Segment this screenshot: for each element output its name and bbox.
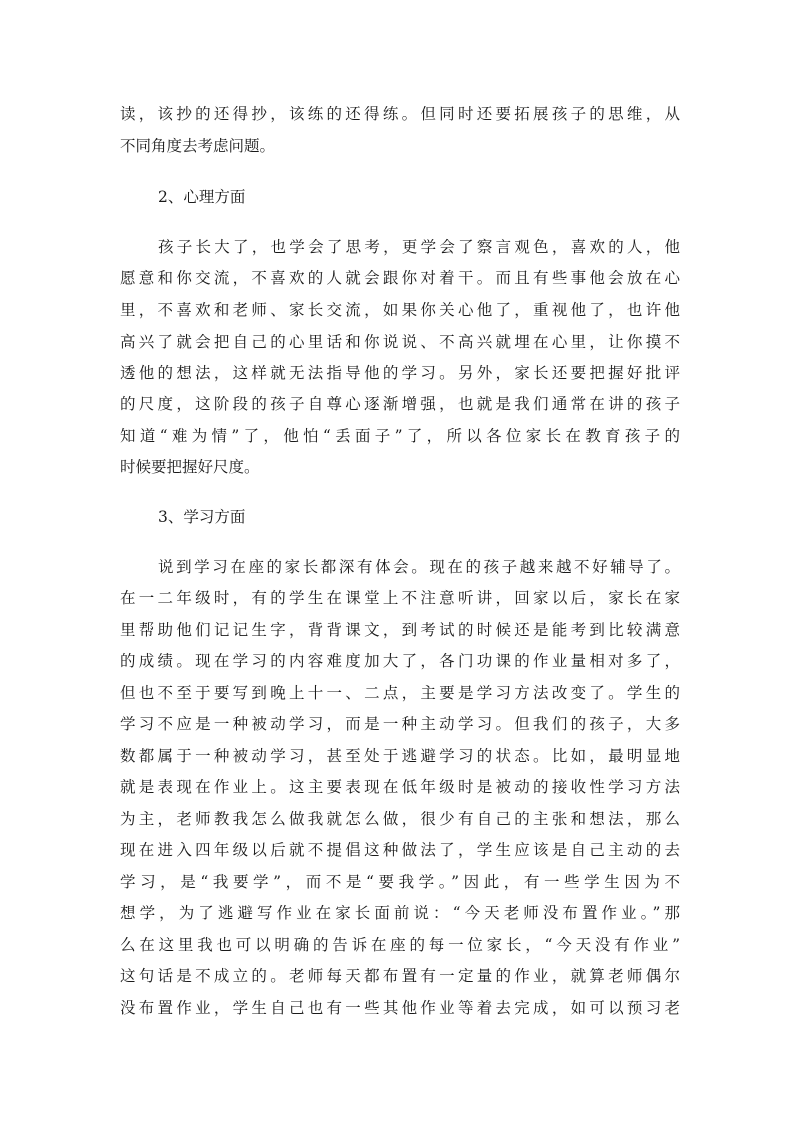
paragraph-line: 但也不至于要写到晚上十一、二点，主要是学习方法改变了。学生的 [120, 684, 680, 702]
paragraph-line: 的成绩。现在学习的内容难度加大了，各门功课的作业量相对多了， [120, 652, 680, 670]
paragraph-line: 的尺度，这阶段的孩子自尊心逐渐增强，也就是我们通常在讲的孩子 [120, 395, 680, 413]
paragraph-line: 读，该抄的还得抄，该练的还得练。但同时还要拓展孩子的思维，从 [120, 105, 680, 123]
paragraph-line: 想学，为了逃避写作业在家长面前说：“今天老师没布置作业。”那 [120, 904, 680, 922]
paragraph-line: 数都属于一种被动学习，甚至处于逃避学习的状态。比如，最明显地 [120, 747, 680, 765]
paragraph-line: 里，不喜欢和老师、家长交流，如果你关心他了，重视他了，也许他 [120, 301, 680, 319]
paragraph-line: 说到学习在座的家长都深有体会。现在的孩子越来越不好辅导了。 [158, 558, 680, 576]
paragraph-line: 现在进入四年级以后就不提倡这种做法了，学生应该是自己主动的去 [120, 841, 680, 859]
paragraph-line: 高兴了就会把自己的心里话和你说说、不高兴就埋在心里，让你摸不 [120, 333, 680, 351]
paragraph-line: 就是表现在作业上。这主要表现在低年级时是被动的接收性学习方法 [120, 778, 680, 796]
paragraph-line: 时候要把握好尺度。 [120, 458, 260, 476]
paragraph-line: 为主，老师教我怎么做我就怎么做，很少有自己的主张和想法，那么 [120, 810, 680, 828]
paragraph-line: 知道“难为情”了，他怕“丢面子”了，所以各位家长在教育孩子的 [120, 427, 680, 445]
paragraph-line: 在一二年级时，有的学生在课堂上不注意听讲，回家以后，家长在家 [120, 589, 680, 607]
paragraph-line: 么在这里我也可以明确的告诉在座的每一位家长，“今天没有作业” [120, 936, 680, 954]
paragraph-line: 这句话是不成立的。老师每天都布置有一定量的作业，就算老师偶尔 [120, 967, 680, 985]
paragraph-line: 孩子长大了，也学会了思考，更学会了察言观色，喜欢的人，他 [158, 238, 680, 256]
paragraph-line: 学习不应是一种被动学习，而是一种主动学习。但我们的孩子，大多 [120, 715, 680, 733]
paragraph-line: 透他的想法，这样就无法指导他的学习。另外，家长还要把握好批评 [120, 364, 680, 382]
paragraph-line: 里帮助他们记记生字，背背课文，到考试的时候还是能考到比较满意 [120, 621, 680, 639]
paragraph-line: 愿意和你交流，不喜欢的人就会跟你对着干。而且有些事他会放在心 [120, 269, 680, 287]
paragraph-line: 没布置作业，学生自己也有一些其他作业等着去完成，如可以预习老 [120, 999, 680, 1017]
paragraph-line: 不同角度去考虑问题。 [120, 137, 276, 155]
section-heading-psychology: 2、心理方面 [158, 188, 246, 206]
paragraph-line: 学习，是“我要学”，而不是“要我学。”因此，有一些学生因为不 [120, 873, 680, 891]
section-heading-study: 3、学习方面 [158, 508, 246, 526]
